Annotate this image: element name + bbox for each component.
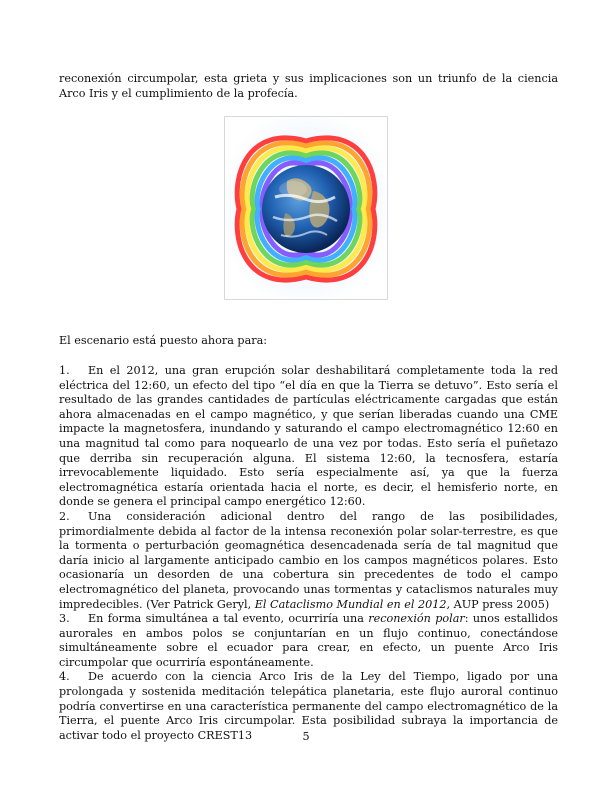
item-text: De acuerdo con la ciencia Arco Iris de la Ley del Tiempo, ligado por una prolongada y sostenida meditación telepática planetaria, este flujo auroral continuo podría convertirse en una característica permanente del campo electromagnético de la Tierra, el puente Arco Iris circumpolar. Esta posibilidad subraya la importancia de activar todo el proyecto CREST13	[59, 670, 558, 742]
item-emphasis: reconexión polar	[368, 612, 465, 626]
item-text: En el 2012, una gran erupción solar deshabilitará completamente toda la red eléctrica del 12:60, un efecto del tipo “el día en que la Tierra se detuvo”. Esto sería el resultado de las grandes cantidades de partículas eléctricamente cargadas que están ahora almacenadas en el campo magnético, y que serían liberadas cuando una CME impacte la magnetosfera, inundando y saturando el campo electromagnético 12:60 en una magnitud tal como para noquearlo de una vez por todas. Esto sería el puñetazo que derriba sin recuperación alguna. El sistema 12:60, la tecnosfera, estaría irrevocablemente liquidado. Esto sería especialmente así, ya que la fuerza electromagnética estaría orientada hacia el norte, es decir, el hemisferio norte, en donde se genera el principal campo energético 12:60.	[59, 364, 558, 509]
item-number: 2.	[59, 509, 70, 523]
item-text: Una consideración adicional dentro del rango de las posibilidades, primordialmente debida al factor de la intensa reconexión polar solar-terrestre, es que la tormenta o perturbación geomagnética desencadenada sería de tal magnitud que daría inicio al largamente anticipado cambio en los campos magnéticos polares. Esto ocasionaría un desorden de una cobertura sin precedentes de todo el campo electromagnético del planeta, provocando unas tormentas y cataclismos naturales muy impredecibles. (Ver Patrick Geryl,	[59, 509, 558, 611]
item-text: : unos estallidos aurorales en ambos polos se conjuntarían en un flujo continuo, conectándose simultáneamente sobre el ecuador para crear, en efecto, un puente Arco Iris circumpolar que ocurriría espontáneamente.	[59, 612, 558, 669]
item-number: 1.	[59, 364, 70, 377]
list-item-2	[59, 510, 558, 612]
item-pre: En forma simultánea a tal evento, ocurriría una	[88, 612, 369, 626]
item-book-title: El Cataclismo Mundial en el 2012,	[254, 597, 451, 611]
earth-rainbow-bridge-icon	[225, 117, 387, 299]
numbered-list	[59, 364, 558, 743]
item-number: 4.	[59, 670, 70, 684]
intro-paragraph: reconexión circumpolar, esta grieta y sus implicaciones son un triunfo de la ciencia Arco Iris y el cumplimiento de la profecía.	[59, 72, 558, 100]
item-tail: AUP press 2005)	[450, 597, 550, 611]
lead-sentence: El escenario está puesto ahora para:	[59, 334, 268, 347]
page-number: 5	[302, 730, 310, 743]
item-number: 3.	[59, 612, 70, 626]
list-item-3	[59, 612, 558, 670]
rainbow-bridge-figure	[224, 116, 388, 300]
list-item-1	[59, 364, 558, 510]
